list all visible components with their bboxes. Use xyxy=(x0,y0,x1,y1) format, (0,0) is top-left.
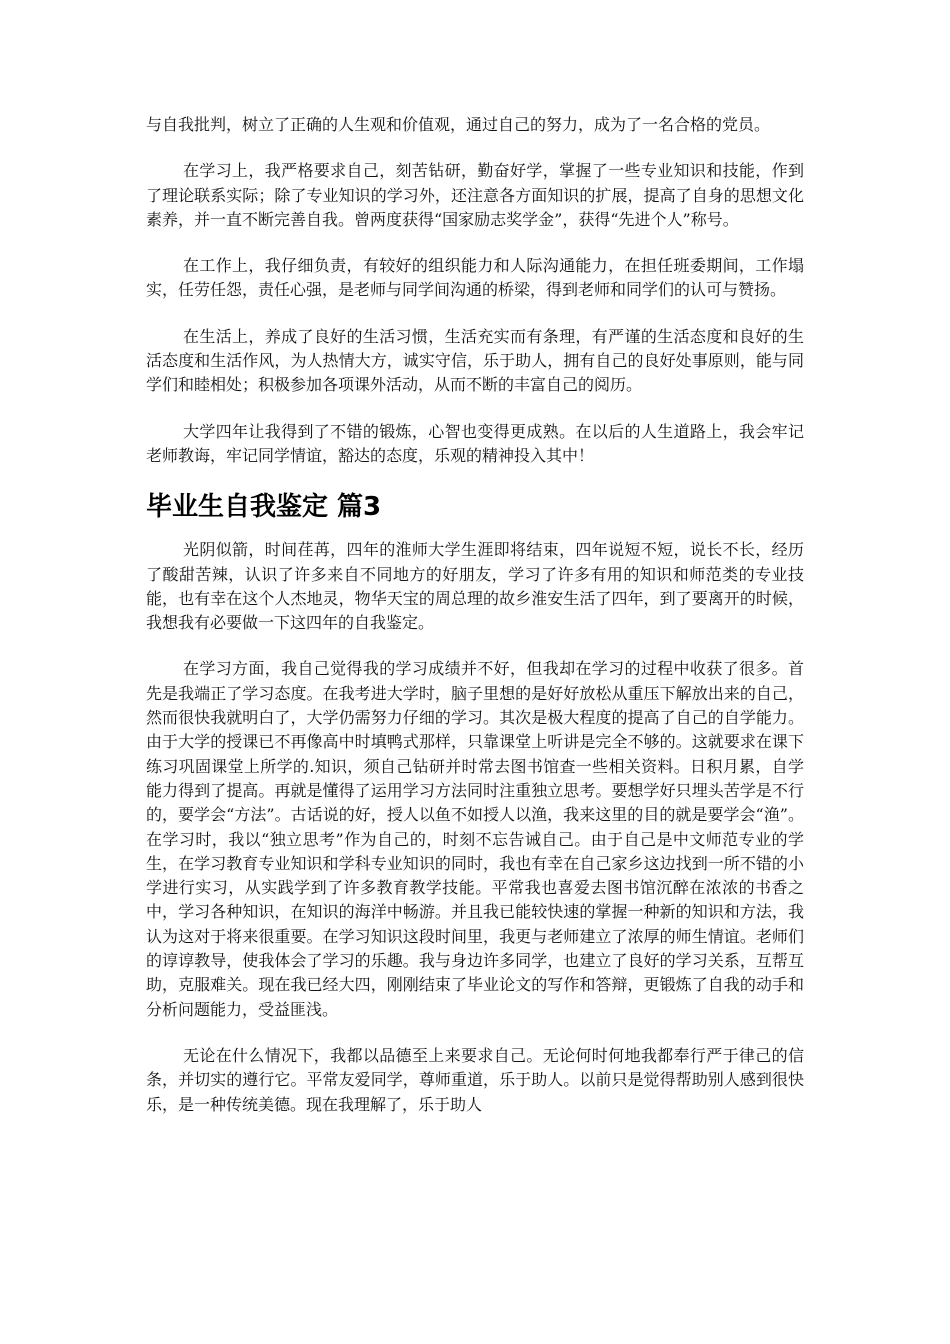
paragraph-work: 在工作上，我仔细负责，有较好的组织能力和人际沟通能力，在担任班委期间，工作塌实，任劳任怨，责任心强，是老师与同学间沟通的桥梁，得到老师和同学们的认可与赞扬。 xyxy=(146,256,804,300)
paragraph-morality: 无论在什么情况下，我都以品德至上来要求自己。无论何时何地我都奉行严于律己的信条，并切实的遵行它。平常友爱同学，尊师重道，乐于助人。以前只是觉得帮助别人感到很快乐，是一种传统美德。现在我理解了，乐于助人 xyxy=(146,1045,804,1114)
paragraph-study: 在学习上，我严格要求自己，刻苦钻研，勤奋好学，掌握了一些专业知识和技能，作到了理论联系实际；除了专业知识的学习外，还注意各方面知识的扩展，提高了自身的思想文化素养，并一直不断完善自我。曾两度获得“国家励志奖学金”，获得“先进个人”称号。 xyxy=(146,161,804,229)
paragraph-party-member: 与自我批判，树立了正确的人生观和价值观，通过自己的努力，成为了一名合格的党员。 xyxy=(146,115,771,134)
document-page xyxy=(146,113,804,1139)
paragraph-learning: 在学习方面，我自己觉得我的学习成绩并不好，但我却在学习的过程中收获了很多。首先是我端正了学习态度。在我考进大学时，脑子里想的是好好放松从重压下解放出来的自己，然而很快我就明白了，大学仍需努力仔细的学习。其次是极大程度的提高了自己的自学能力。由于大学的授课已不再像高中时填鸭式那样，只靠课堂上听讲是完全不够的。这就要求在课下练习巩固课堂上所学的.知识，须自己钻研并时常去图书馆查一些相关资料。日积月累，自学能力得到了提高。再就是懂得了运用学习方法同时注重独立思考。要想学好只埋头苦学是不行的，要学会“方法”。古话说的好，授人以鱼不如授人以渔，我来这里的目的就是要学会“渔”。在学习时，我以“独立思考”作为自己的，时刻不忘告诫自己。由于自己是中文师范专业的学生，在学习教育专业知识和学科专业知识的同时，我也有幸在自己家乡这边找到一所不错的小学进行实习，从实践学到了许多教育教学技能。平常我也喜爱去图书馆沉醉在浓浓的书香之中，学习各种知识，在知识的海洋中畅游。并且我已能较快速的掌握一种新的知识和方法，我认为这对于将来很重要。在学习知识这段时间里，我更与老师建立了浓厚的师生情谊。老师们的谆谆教导，使我体会了学习的乐趣。我与身边许多同学，也建立了良好的学习关系，互帮互助，克服难关。现在我已经大四，刚刚结束了毕业论文的写作和答辩，更锻炼了自我的动手和分析问题能力，受益匪浅。 xyxy=(146,659,804,1019)
paragraph-conclusion: 大学四年让我得到了不错的锻炼，心智也变得更成熟。在以后的人生道路上，我会牢记老师教诲，牢记同学情谊，豁达的态度，乐观的精神投入其中！ xyxy=(146,421,804,465)
section-heading: 毕业生自我鉴定 篇3 xyxy=(146,492,382,523)
paragraph-intro: 光阴似箭，时间荏苒，四年的淮师大学生涯即将结束，四年说短不短，说长不长，经历了酸甜苦辣，认识了许多来自不同地方的好朋友，学习了许多有用的知识和师范类的专业技能，也有幸在这个人杰地灵，物华天宝的周总理的故乡淮安生活了四年，到了要离开的时候，我想我有必要做一下这四年的自我鉴定。 xyxy=(146,540,804,633)
paragraph-life: 在生活上，养成了良好的生活习惯，生活充实而有条理，有严谨的生活态度和良好的生活态度和生活作风，为人热情大方，诚实守信，乐于助人，拥有自己的良好处事原则，能与同学们和睦相处；积极参加各项课外活动，从而不断的丰富自己的阅历。 xyxy=(146,326,804,395)
